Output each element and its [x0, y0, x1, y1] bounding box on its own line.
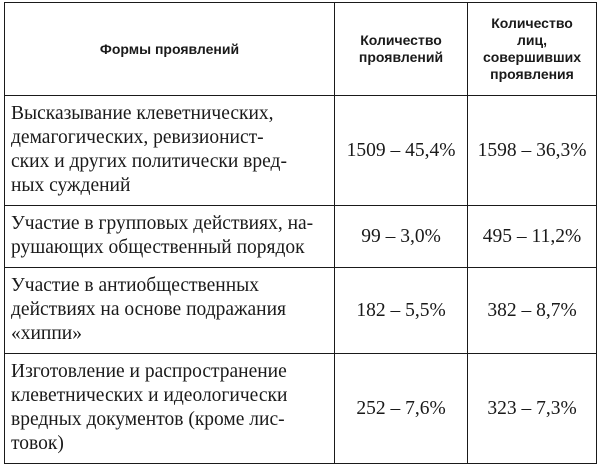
- row-count-cell: 182 – 5,5%: [335, 268, 468, 354]
- description-line: Изготовление и распространение: [11, 361, 287, 382]
- row-persons-cell: 323 – 7,3%: [468, 354, 597, 464]
- row-persons-cell: 495 – 11,2%: [468, 206, 597, 268]
- row-count-cell: 1509 – 45,4%: [335, 96, 468, 206]
- header-persons-line: лиц,: [517, 32, 547, 48]
- table-row: [5, 268, 597, 354]
- row-description: [5, 206, 335, 268]
- description-line: товок): [11, 433, 64, 454]
- header-persons-line: Количество: [491, 15, 573, 31]
- table-row: [5, 96, 597, 206]
- row-count-cell: 252 – 7,6%: [335, 354, 468, 464]
- description-line: действиях на основе подражания: [11, 299, 287, 320]
- table-row: [5, 206, 597, 268]
- description-line: «хиппи»: [11, 323, 82, 344]
- description-line: клеветнических и идеологически: [11, 385, 288, 406]
- header-persons-line: проявления: [490, 66, 574, 82]
- header-count-line: проявлений: [358, 49, 444, 65]
- row-persons-cell: 382 – 8,7%: [468, 268, 597, 354]
- description-line: Участие в антиобщественных: [11, 275, 260, 296]
- header-count-line: Количество: [360, 32, 442, 48]
- row-persons-cell: 1598 – 36,3%: [468, 96, 597, 206]
- description-line: ских и других политически вред-: [11, 151, 287, 172]
- header-persons: [468, 3, 597, 96]
- row-description: [5, 354, 335, 464]
- description-line: ных суждений: [11, 175, 131, 196]
- statistics-table: [4, 2, 597, 464]
- header-forms: Формы проявлений: [5, 3, 335, 96]
- description-line: Участие в групповых действиях, на-: [11, 213, 314, 234]
- description-line: Высказывание клеветнических,: [11, 103, 274, 124]
- table-row: [5, 354, 597, 464]
- table-header-row: [5, 3, 597, 96]
- description-line: вредных документов (кроме лис-: [11, 409, 285, 430]
- row-description: [5, 268, 335, 354]
- statistics-table-container: [4, 2, 596, 454]
- header-count: [335, 3, 468, 96]
- row-description: [5, 96, 335, 206]
- row-count-cell: 99 – 3,0%: [335, 206, 468, 268]
- description-line: рушающих общественный порядок: [11, 237, 305, 258]
- description-line: демагогических, ревизионист-: [11, 127, 264, 148]
- header-persons-line: совершивших: [482, 49, 582, 65]
